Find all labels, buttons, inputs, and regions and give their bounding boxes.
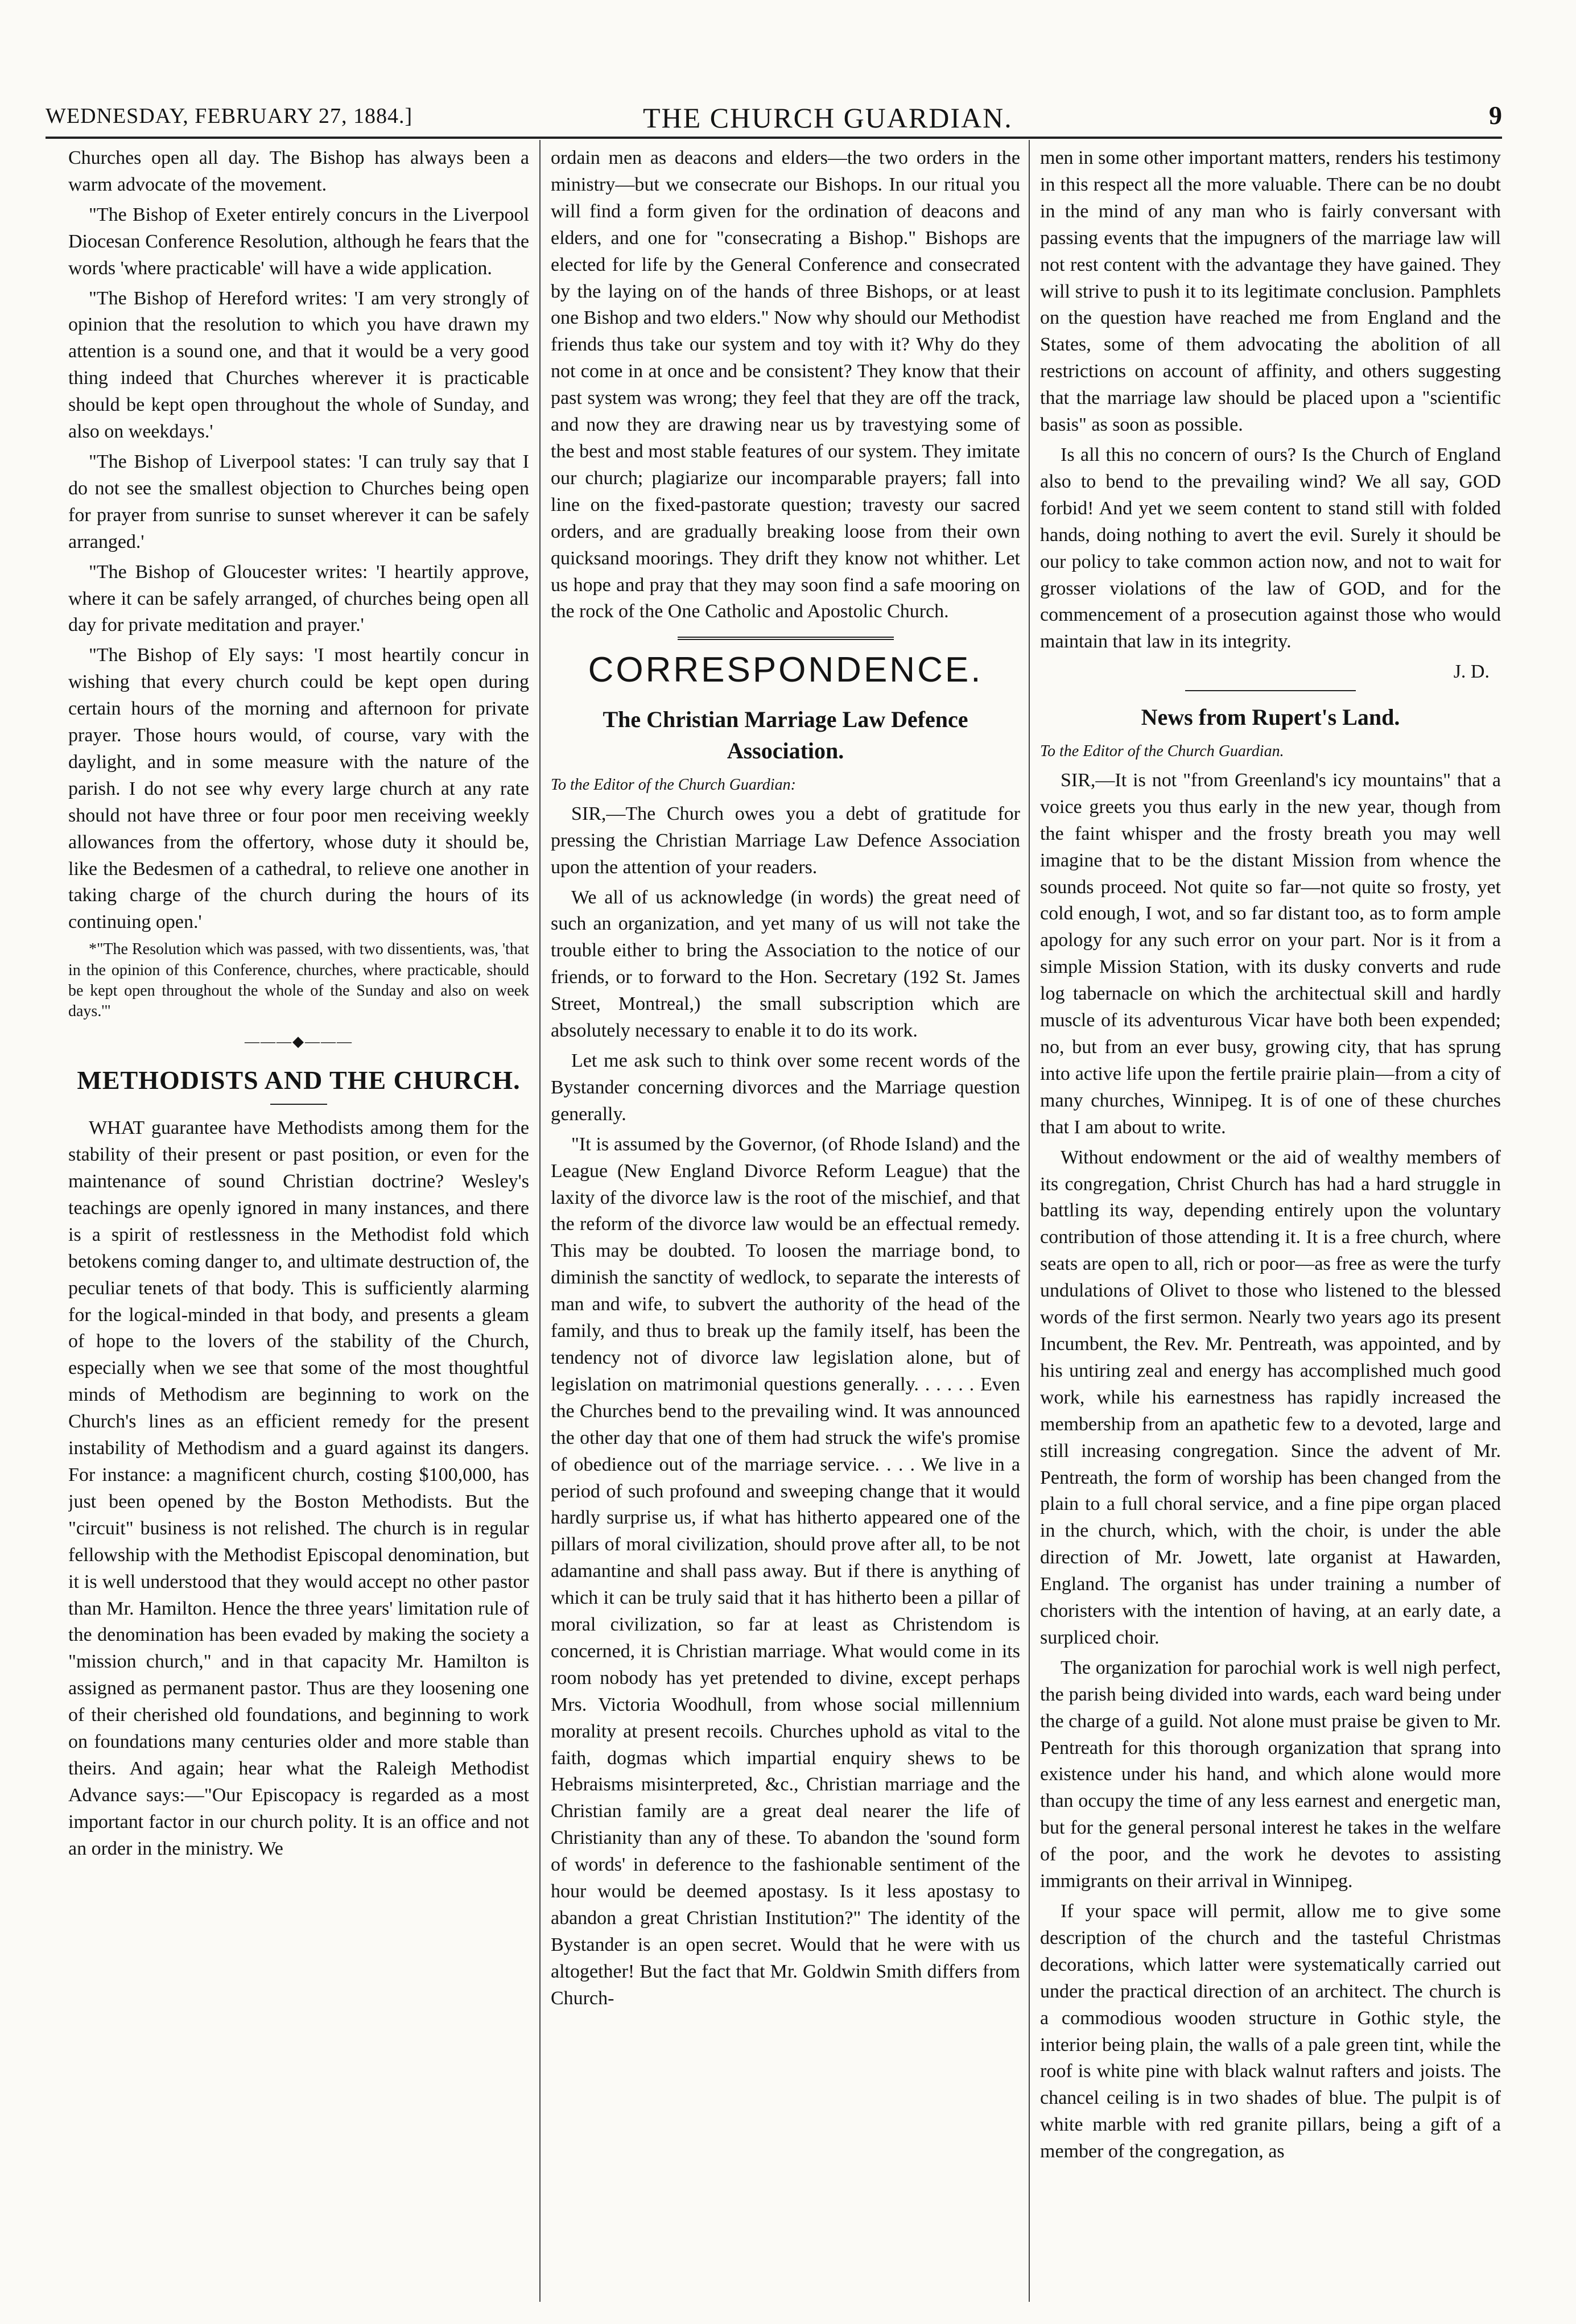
title-rule [270, 1104, 327, 1105]
column-divider-1 [539, 140, 541, 2302]
letter-headline: The Christian Marriage Law Defence Association. [603, 706, 968, 764]
letter-headline: News from Rupert's Land. [1141, 704, 1400, 730]
paragraph: The organization for parochial work is well nigh perfect, the parish being divided into wards, each ward being under the charge of a guild. Not alone must praise be given to Mr. Pentreath for this thorough organization that sprang into existence under his hand, and which alone would more than occupy the time of any less earnest and energetic man, but for the general personal interest he takes in the welfare of the poor, and the work he devotes to assisting immigrants on their arrival in Winnipeg. [1040, 1657, 1501, 1892]
paragraph: We all of us acknowledge (in words) the great need of such an organization, and yet many of us will not take the trouble either to bring the Association to the notice of our friends, or to forward to the Hon. Secretary (192 St. James Street, Montreal,) the small subscription which are absolutely necessary to enable it to do its work. [551, 886, 1020, 1042]
section-double-rule [678, 637, 894, 640]
paragraph: WHAT guarantee have Methodists among them for the stability of their present or past position, or even for the maintenance of sound Christian doctrine? Wesley's teachings are openly ignored in many instances, and there is a spirit of restlessness in the Methodist fold which betokens coming danger to, and ultimate destruction of, the peculiar tenets of that body. This is sufficiently alarming for the logical-minded in that body, and presents a gleam of hope to the lovers of the stability of the Church, especially when we see that some of the most thoughtful minds of Methodism are beginning to work on the Church's lines as an efficient remedy for the present instability of Methodism and a guard against its dangers. For instance: a magnificent church, costing $100,000, has just been opened by the Boston Methodists. But the "circuit" business is not relished. The church is in regular fellowship with the Methodist Episcopal denomination, but it is well understood that they would accept no other pastor than Mr. Hamilton. Hence the three years' limitation rule of the denomination has been evaded by making the society a "mission church," and in that capacity Mr. Hamilton is assigned as permanent pastor. Thus are they loosening one of their cherished old foundations, and beginning to work on foundations many centuries older and more stable than theirs. And again; hear what the Raleigh Methodist Advance says:—"Our Episcopacy is regarded as a most important factor in our church polity. It is an office and not an order in the ministry. We [68, 1117, 529, 1859]
title-rule [1185, 690, 1356, 691]
paragraph: "The Bishop of Ely says: 'I most heartily concur in wishing that every church could be kept open during certain hours of the morning and afternoon for private prayer. Those hours would, of course, vary with the daylight, and in some measure with the nature of the parish. I do not see why every large church at any rate should not have three or four poor men receiving weekly allowances from the offertory, whose duty it should be, like the Bedesmen of a cathedral, to relieve one another in taking charge of the church during the hours of its continuing open.' [68, 645, 529, 933]
column-divider-2 [1029, 140, 1030, 2302]
paragraph: Is all this no concern of ours? Is the Church of England also to bend to the prevailing wind? We all say, GOD forbid! And yet we seem content to stand still with folded hands, doing nothing to avert the evil. Surely it should be our policy to take common action now, and not to wait for grosser violations of the law of GOD, and for the commencement of a prosecution against those who would maintain that law in its integrity. [1040, 444, 1501, 653]
paragraph: men in some other important matters, renders his testimony in this respect all the more valuable. There can be no doubt in the mind of any man who is fairly conversant with passing events that the impugners of the marriage law will not rest content with the advantage they have gained. They will strive to push it to its legitimate conclusion. Pamphlets on the question have reached me from England and the States, some of them advocating the abolition of all restrictions on account of affinity, and others suggesting that the marriage law should be placed upon a "scientific basis" as soon as possible. [1040, 147, 1501, 436]
paragraph: If your space will permit, allow me to give some description of the church and the tasteful Christmas decorations, which latter were systematically carried out under the practical direction of an architect. The church is a commodious wooden structure in Gothic style, the interior being plain, the walls of a pale green tint, while the roof is white pine with black walnut rafters and joists. The chancel ceiling is in two shades of blue. The pulpit is of white marble with red granite pillars, being a gift of a member of the congregation, as [1040, 1901, 1501, 2162]
footnote: *"The Resolution which was passed, with two dissentients, was, 'that in the opinion of this Conference, churches, where practicable, should be kept open throughout the whole of the Sunday and also on week days.'" [68, 940, 529, 1021]
paragraph: ordain men as deacons and elders—the two orders in the ministry—but we consecrate our Bishops. In our ritual you will find a form given for the ordination of deacons and elders, and one for "consecrating a Bishop." Bishops are elected for life by the General Conference and consecrated by the laying on of the hands of three Bishops, or at least one Bishop and two elders." Now why should our Methodist friends thus take our system and toy with it? Why do they not come in at once and be consistent? They know that their past system was wrong; they feel that they are off the track, and now they are drawing near us by travestying some of the best and most stable features of our system. They imitate our church; plagiarize our incomparable prayers; fall into line on the fixed-pastorate question; travesty our sacred orders, and are gradually breaking loose from their own quicksand moorings. They drift they know not whither. Let us hope and pray that they may soon find a safe mooring on the rock of the One Catholic and Apostolic Church. [551, 147, 1020, 622]
issue-date: WEDNESDAY, FEBRUARY 27, 1884.] [46, 104, 413, 128]
paragraph: "The Bishop of Liverpool states: 'I can truly say that I do not see the smallest objection to Churches being open for prayer from sunrise to sunset wherever it can be safely arranged.' [68, 451, 529, 552]
paragraph: "The Bishop of Exeter entirely concurs in the Liverpool Diocesan Conference Resolution, although he fears that the words 'where practicable' will have a wide application. [68, 204, 529, 279]
article-title: METHODISTS AND THE CHURCH. [77, 1065, 521, 1095]
paragraph: Let me ask such to think over some recent words of the Bystander concerning divorces and the Marriage question generally. [551, 1050, 1020, 1125]
paragraph: "The Bishop of Gloucester writes: 'I heartily approve, where it can be safely arranged, of churches being open all day for private meditation and prayer.' [68, 561, 529, 636]
column-2 [551, 145, 1020, 2307]
paragraph: Without endowment or the aid of wealthy members of its congregation, Christ Church has had a hard struggle in battling its way, depending entirely upon the voluntary contribution of those attending it. It is a free church, where seats are open to all, rich or poor—as free as were the turfy undulations of Olivet to those who listened to the blessed words of the first sermon. Nearly two years ago its present Incumbent, the Rev. Mr. Pentreath, was appointed, and by his untiring zeal and energy has accomplished much good work, while his earnestness has rapidly increased the membership from an apathetic few to a devoted, large and still increasing congregation. Since the advent of Mr. Pentreath, the form of worship has been changed from the plain to a full choral service, and a fine pipe organ placed in the church, which, with the choir, is under the able direction of Mr. Jowett, late organist at Hawarden, England. The organist has under training a number of choristers with the intention of having, at an early date, a surpliced choir. [1040, 1146, 1501, 1648]
paragraph: "It is assumed by the Governor, (of Rhode Island) and the League (New England Divorce Reform League) that the laxity of the divorce law is the root of the mischief, and that the reform of the divorce law would be an effectual remedy. This may be doubted. To loosen the marriage bond, to diminish the sanctity of wedlock, to separate the interests of man and wife, to subvert the authority of the head of the family, and thus to break up the family itself, has been the tendency not of divorce law legislation alone, but of legislation on matrimonial questions generally. . . . . . Even the Churches bend to the prevailing wind. It was announced the other day that one of them had struck the wife's promise of obedience out of the marriage service. . . . We live in a period of such profound and sweeping change that it would hardly surprise us, if what has hitherto appeared one of the pillars of moral civilization, should prove after all, to be not adamantine and shall pass away. But if there is anything of which it can be truly said that it has hitherto been a pillar of moral civilization, so far at least as Christendom is concerned, it is Christian marriage. What would come in its room nobody has yet pretended to divine, except perhaps Mrs. Victoria Woodhull, from whose social millennium morality at present recoils. Churches uphold as vital to the faith, dogmas which impartial enquiry shews to be Hebraisms misinterpreted, &c., Christian marriage and the Christian family are a great deal nearer the life of Christianity than any of these. To abandon the 'sound form of words' in deference to the fashionable sentiment of the hour would be deemed apostasy. Is it less apostasy to abandon a great Christian Institution?" The identity of the Bystander is an open secret. Would that he were with us altogether! But the fact that Mr. Goldwin Smith differs from Church- [551, 1133, 1020, 2009]
column-3 [1040, 145, 1501, 2307]
newspaper-title: THE CHURCH GUARDIAN. [643, 102, 1013, 134]
page-number: 9 [1489, 101, 1502, 130]
signature: J. D. [1453, 661, 1490, 683]
paragraph: SIR,—It is not "from Greenland's icy mountains" that a voice greets you thus early in the new year, though from the faint whisper and the frosty breath you may well imagine that to be the distant Mission from whence the sounds proceed. Not quite so far—not quite so frosty, yet cold enough, I wot, and so far distant too, as to form ample apology for any such error on your part. Nor is it from a simple Mission Station, with its dusky converts and rude log tabernacle on which the architectual skill and hardly muscle of its adventurous Vicar have both been expended; no, but from an ever busy, growing city, that has sprung into active life upon the fertile prairie plain—from a city of many churches, Winnipeg. It is of one of these churches that I am about to write. [1040, 769, 1501, 1138]
ornament-divider: ———◆——— [245, 1033, 353, 1050]
editor-salutation: To the Editor of the Church Guardian: [551, 776, 796, 794]
paragraph: Churches open all day. The Bishop has always been a warm advocate of the movement. [68, 147, 529, 195]
header-rule [46, 137, 1502, 139]
section-title: CORRESPONDENCE. [588, 650, 983, 690]
paragraph: "The Bishop of Hereford writes: 'I am very strongly of opinion that the resolution to which you have drawn my attention is a sound one, and that it would be a very good thing indeed that Churches wherever it is practicable should be kept open throughout the whole of Sunday, and also on weekdays.' [68, 287, 529, 443]
paragraph: SIR,—The Church owes you a debt of gratitude for pressing the Christian Marriage Law Defence Association upon the attention of your readers. [551, 803, 1020, 878]
masthead-line [46, 100, 1502, 140]
editor-salutation: To the Editor of the Church Guardian. [1040, 742, 1284, 761]
column-1 [68, 145, 529, 2307]
